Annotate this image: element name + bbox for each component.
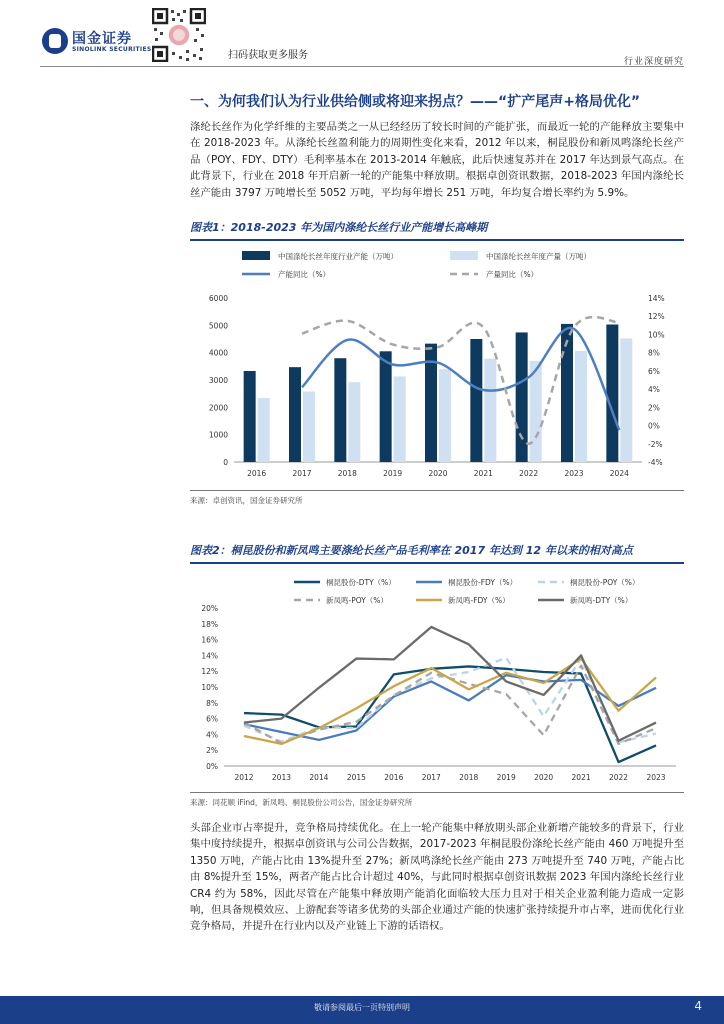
x-tick-label: 2023 <box>564 469 584 478</box>
y-right-tick: 8% <box>648 348 660 358</box>
y-tick: 4% <box>206 730 218 740</box>
legend-swatch-1 <box>450 251 478 260</box>
y-tick: 8% <box>206 698 218 708</box>
x-tick-label: 2024 <box>609 469 629 478</box>
y-left-tick: 3000 <box>208 376 228 385</box>
x-tick-label: 2013 <box>271 773 292 782</box>
figure2-chart <box>190 566 684 791</box>
y-right-tick: 4% <box>648 385 660 395</box>
bar-capacity <box>289 367 301 462</box>
y-tick: 0% <box>206 762 218 771</box>
y-tick: 10% <box>201 683 218 692</box>
y-right-tick: 0% <box>648 421 660 431</box>
y-left-tick: 5000 <box>208 321 228 331</box>
legend-label-1: 桐昆股份-FDY（%） <box>448 578 518 587</box>
company-logo-icon <box>42 28 68 54</box>
legend-label-2: 桐昆股份-POY（%） <box>570 578 640 587</box>
bar-output <box>303 391 315 462</box>
figure2-source: 来源：同花顺 iFind，新凤鸣、桐昆股份公司公告，国金证券研究所 <box>190 798 413 807</box>
x-tick-label: 2021 <box>571 773 591 782</box>
footer-disclaimer: 敬请参阅最后一页特别声明 <box>314 1003 410 1012</box>
legend-label-1: 中国涤纶长丝年度产量（万吨） <box>486 252 591 261</box>
section-title: 一、为何我们认为行业供给侧或将迎来拐点？——“扩产尾声+格局优化” <box>190 94 641 110</box>
x-tick-label: 2019 <box>383 469 403 478</box>
qr-code-icon[interactable] <box>152 8 206 62</box>
x-tick-label: 2018 <box>337 469 357 478</box>
bar-capacity <box>470 339 482 462</box>
figure1-source: 来源：卓创资讯，国金证券研究所 <box>190 496 303 505</box>
y-left-tick: 4000 <box>208 348 228 358</box>
logo-cn: 国金证券 <box>72 31 132 47</box>
y-right-tick: -2% <box>648 439 663 449</box>
x-tick-label: 2014 <box>309 773 329 782</box>
legend-label-5: 新凤鸣-DTY（%） <box>570 596 633 605</box>
series-line-0 <box>244 666 656 762</box>
x-tick-label: 2022 <box>608 773 629 782</box>
figure1-bottom-rule <box>190 490 684 491</box>
y-right-tick: 12% <box>648 312 665 322</box>
y-right-tick: 10% <box>648 330 665 340</box>
scan-prompt: 扫码获取更多服务 <box>228 50 308 61</box>
series-line-4 <box>244 659 656 744</box>
bar-capacity <box>380 351 392 462</box>
y-tick: 16% <box>201 635 218 645</box>
bar-output <box>484 359 496 462</box>
x-tick-label: 2012 <box>234 773 254 782</box>
page-number: 4 <box>694 999 702 1013</box>
bar-output <box>575 351 587 462</box>
x-tick-label: 2017 <box>421 773 441 782</box>
bar-capacity <box>516 332 528 462</box>
figure2-title: 图表2：桐昆股份和新凤鸣主要涤纶长丝产品毛利率在 2017 年达到 12 年以来的相对高点 <box>190 542 684 564</box>
x-tick-label: 2022 <box>519 469 539 478</box>
legend-label-4: 新凤鸣-FDY（%） <box>448 596 510 605</box>
figure1-chart <box>190 240 684 490</box>
y-tick: 12% <box>201 667 218 677</box>
y-left-tick: 1000 <box>208 430 228 440</box>
x-tick-label: 2017 <box>292 469 312 478</box>
legend-label-2: 产能同比（%） <box>278 270 331 279</box>
y-tick: 6% <box>206 714 218 724</box>
y-left-tick: 0 <box>223 458 228 467</box>
x-tick-label: 2016 <box>384 773 404 782</box>
figure1-title: 图表1：2018-2023 年为国内涤纶长丝行业产能增长高峰期 <box>190 219 684 241</box>
y-right-tick: 2% <box>648 403 660 413</box>
y-right-tick: -4% <box>648 458 663 467</box>
y-tick: 20% <box>201 604 218 613</box>
bar-output <box>394 376 406 462</box>
y-tick: 2% <box>206 746 218 756</box>
bar-capacity <box>334 358 346 462</box>
x-tick-label: 2015 <box>346 773 366 782</box>
x-tick-label: 2023 <box>646 773 666 782</box>
x-tick-label: 2016 <box>247 469 267 478</box>
y-left-tick: 6000 <box>208 294 228 303</box>
y-left-tick: 2000 <box>208 403 228 413</box>
bar-capacity <box>606 325 618 462</box>
y-right-tick: 6% <box>648 366 660 376</box>
bar-output <box>348 382 360 462</box>
intro-paragraph: 涤纶长丝作为化学纤维的主要品类之一从已经经历了较长时间的产能扩张，而最近一轮的产能释放主要集中在 2018-2023 年。从涤纶长丝盈利能力的周期性变化来看，2012 年以来，桐昆股份和新凤鸣涤纶长丝产品（POY、FDY、DTY）毛利率基本在 2013-2014 年触底，此后快速复苏并在 2017 年达到景气高点。在此背景下，行业在 2018 年开启新一轮的产能集中释放期。根据卓创资讯数据，2018-2023 年国内涤纶长丝产能由 3797 万吨增长至 5052 万吨，平均每年增长 251 万吨，年均复合增长率约为 5.9%。 <box>190 121 684 199</box>
report-type: 行业深度研究 <box>623 57 684 67</box>
bar-output <box>620 338 632 462</box>
legend-label-0: 桐昆股份-DTY（%） <box>326 578 396 587</box>
y-right-tick: 14% <box>648 294 665 303</box>
figure2-bottom-rule <box>190 792 684 793</box>
header-divider <box>40 66 684 67</box>
x-tick-label: 2019 <box>496 773 516 782</box>
legend-label-3: 产量同比（%） <box>486 270 539 279</box>
body-paragraph: 头部企业市占率提升，竞争格局持续优化。在上一轮产能集中释放期头部企业新增产能较多的背景下，行业集中度持续提升，根据卓创资讯与公司公告数据，2017-2023 年桐昆股份涤纶长丝产能由 460 万吨提升至 1350 万吨，产能占比由 13%提升至 27%；新凤鸣涤纶长丝产能由 273 万吨提升至 740 万吨，产能占比由 8%提升至 15%，两者产能占比合计超过 40%，与此同时根据卓创资讯数据 2023 年国内涤纶长丝行业 CR4 约为 58%，因此尽管在产能集中释放期产能消化面临较大压力且对于相关企业盈利能力造成一定影响，但具备规模效应、上游配套等诸多优势的头部企业通过产能的快速扩张持续提升市占率，进而优化行业竞争格局，并提升在行业内以及产业链上下游的话语权。 <box>190 822 684 933</box>
x-tick-label: 2020 <box>534 773 554 782</box>
legend-label-0: 中国涤纶长丝年度行业产能（万吨） <box>278 252 398 261</box>
bar-output <box>258 398 270 462</box>
x-tick-label: 2018 <box>459 773 479 782</box>
y-tick: 18% <box>201 619 218 629</box>
logo-en: SINOLINK SECURITIES <box>72 46 152 53</box>
x-tick-label: 2021 <box>473 469 493 478</box>
bar-capacity <box>244 371 256 462</box>
bar-output <box>439 369 451 462</box>
legend-label-3: 新凤鸣-POY（%） <box>326 596 388 605</box>
legend-swatch-0 <box>242 251 270 260</box>
y-tick: 14% <box>201 651 218 661</box>
x-tick-label: 2020 <box>428 469 448 478</box>
